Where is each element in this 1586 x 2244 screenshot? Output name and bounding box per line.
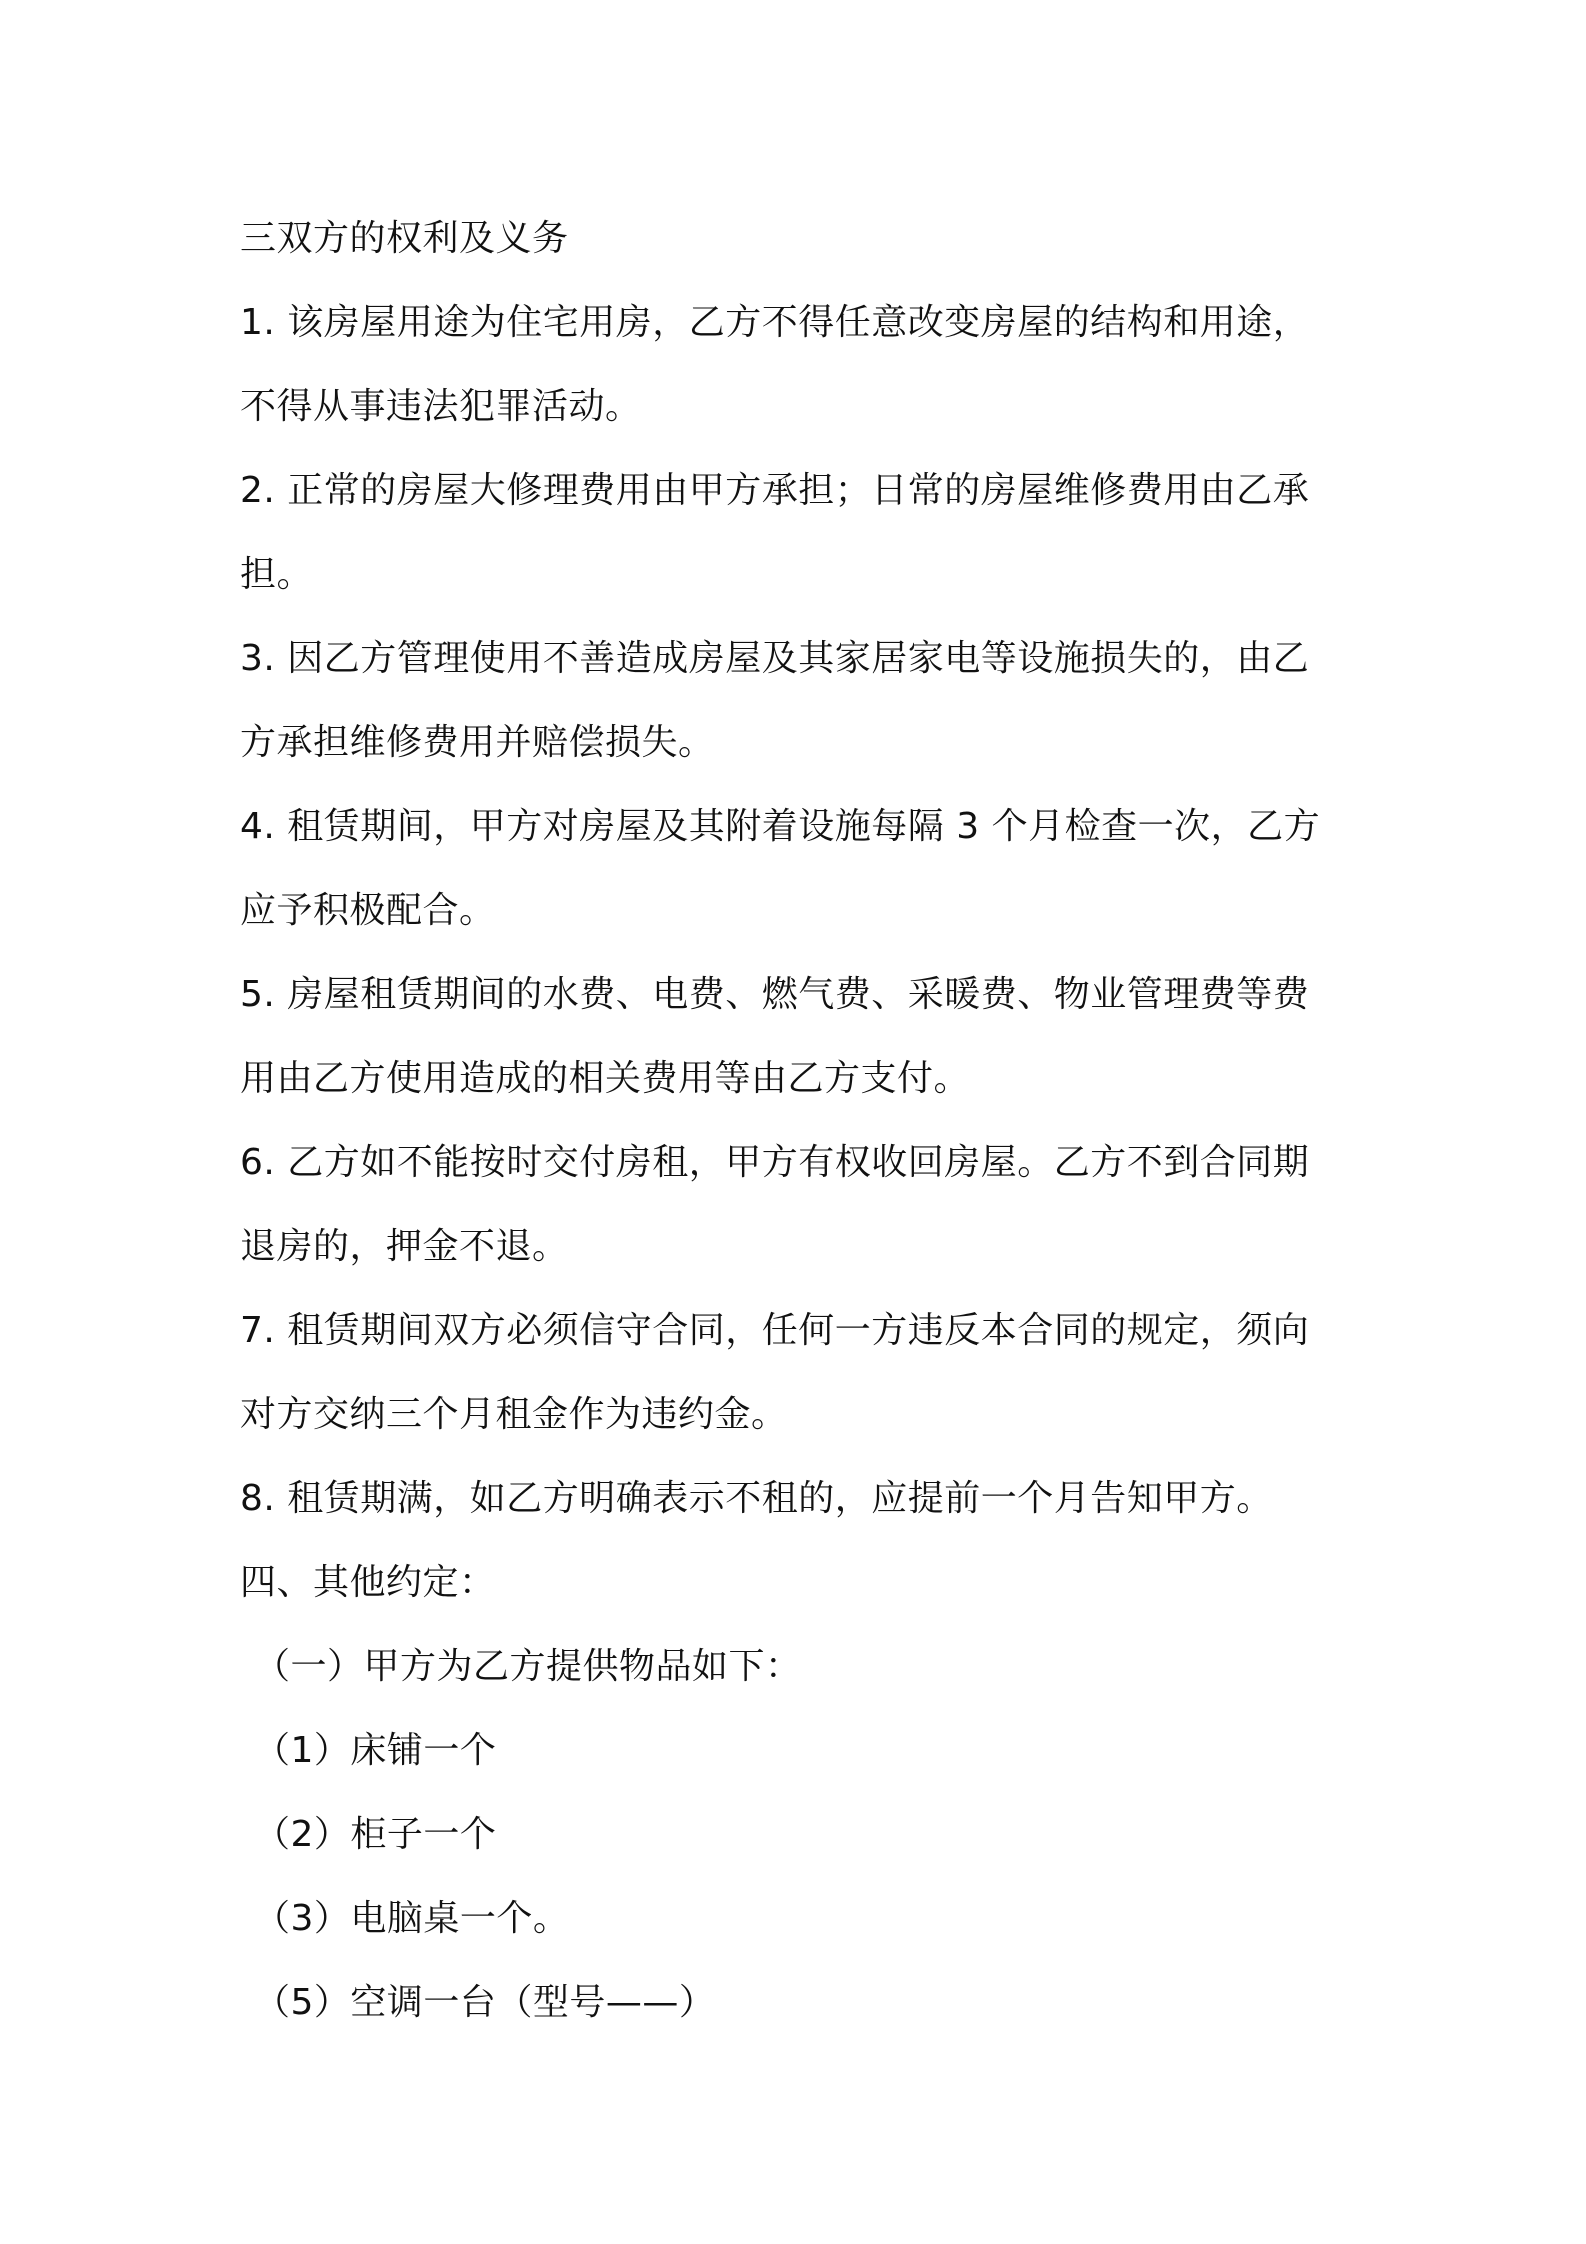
clause-7-line-2: 对方交纳三个月租金作为违约金。 xyxy=(240,1394,788,1435)
clause-4-line-2: 应予积极配合。 xyxy=(240,890,496,931)
item-bed: （1）床铺一个 xyxy=(254,1730,497,1771)
clause-5-line-1: 5. 房屋租赁期间的水费、电费、燃气费、采暖费、物业管理费等费 xyxy=(240,974,1310,1015)
clause-6-line-2: 退房的，押金不退。 xyxy=(240,1226,569,1267)
item-cabinet: （2）柜子一个 xyxy=(254,1814,497,1855)
clause-7-line-1: 7. 租赁期间双方必须信守合同，任何一方违反本合同的规定，须向 xyxy=(240,1310,1310,1351)
item-computer-desk: （3）电脑桌一个。 xyxy=(254,1898,570,1939)
section-four-heading: 四、其他约定： xyxy=(240,1562,496,1603)
clause-8-line-1: 8. 租赁期满，如乙方明确表示不租的，应提前一个月告知甲方。 xyxy=(240,1478,1273,1519)
document-body xyxy=(240,197,1360,2045)
clause-2-line-2: 担。 xyxy=(240,554,314,595)
clause-1-line-1: 1. 该房屋用途为住宅用房，乙方不得任意改变房屋的结构和用途， xyxy=(240,302,1310,343)
clause-6-line-1: 6. 乙方如不能按时交付房租，甲方有权收回房屋。乙方不到合同期 xyxy=(240,1142,1310,1183)
item-air-conditioner: （5）空调一台（型号——） xyxy=(254,1982,716,2023)
clause-5-line-2: 用由乙方使用造成的相关费用等由乙方支付。 xyxy=(240,1058,971,1099)
section-heading: 三双方的权利及义务 xyxy=(240,218,569,259)
clause-2-line-1: 2. 正常的房屋大修理费用由甲方承担；日常的房屋维修费用由乙承 xyxy=(240,470,1310,511)
clause-1-line-2: 不得从事违法犯罪活动。 xyxy=(240,386,642,427)
clause-3-line-1: 3. 因乙方管理使用不善造成房屋及其家居家电等设施损失的，由乙 xyxy=(240,638,1310,679)
subsection-one-heading: （一）甲方为乙方提供物品如下： xyxy=(254,1646,802,1687)
clause-4-line-1: 4. 租赁期间，甲方对房屋及其附着设施每隔 3 个月检查一次，乙方 xyxy=(240,806,1321,847)
clause-3-line-2: 方承担维修费用并赔偿损失。 xyxy=(240,722,715,763)
